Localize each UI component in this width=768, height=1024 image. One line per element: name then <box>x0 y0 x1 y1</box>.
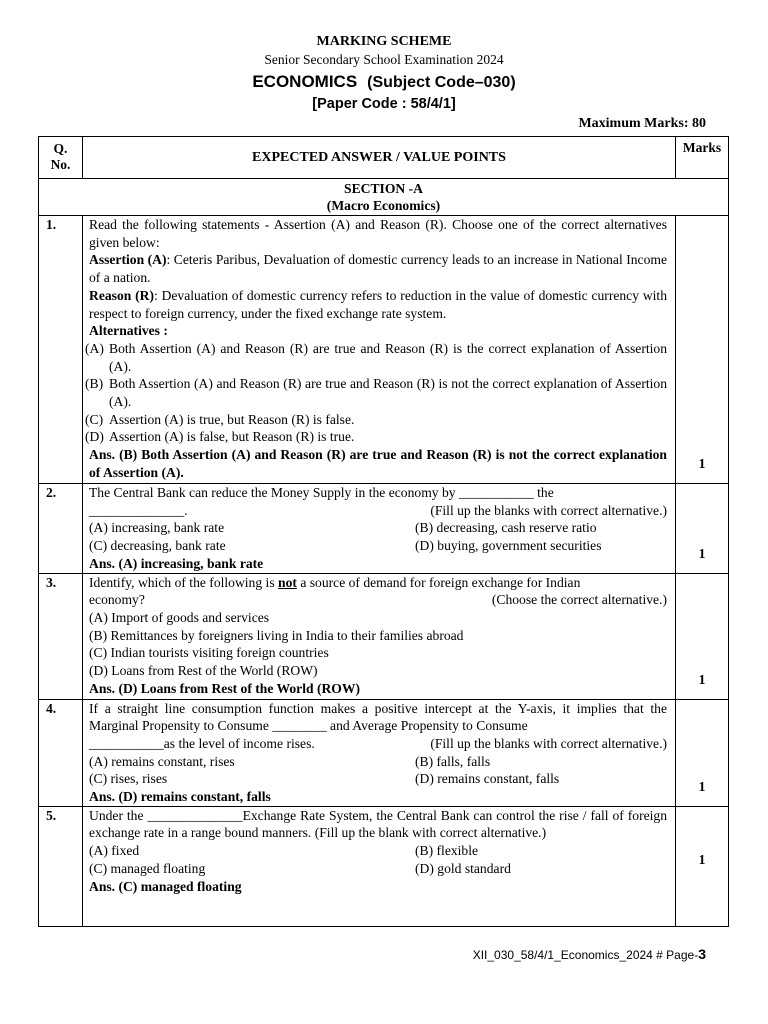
marks-cell: 1 <box>676 216 729 484</box>
question-number: 1. <box>39 216 83 484</box>
marks-cell: 1 <box>676 484 729 574</box>
section-row <box>39 179 729 216</box>
option: (C) decreasing, bank rate <box>89 538 226 554</box>
section-title: SECTION -A <box>344 181 423 196</box>
option: (D) Assertion (A) is false, but Reason (R) is true. <box>85 429 355 445</box>
question-text: If a straight line consumption function makes a positive intercept at the Y-axis, it implies that the Marginal Propensity to Consume ________ and Average Propensity to Consume <box>89 700 667 734</box>
answer: Ans. (A) increasing, bank rate <box>89 555 264 571</box>
marks-cell: 1 <box>676 699 729 806</box>
option: (A) Both Assertion (A) and Reason (R) are true and Reason (R) is the correct explanation of Assertion (A). <box>85 340 667 374</box>
marking-scheme-title: MARKING SCHEME <box>316 34 452 49</box>
question-number: 5. <box>39 806 83 926</box>
option: (C) rises, rises <box>89 771 168 787</box>
table-row <box>39 216 729 484</box>
question-number: 2. <box>39 484 83 574</box>
option: (C) Indian tourists visiting foreign countries <box>89 645 329 661</box>
option: (D) remains constant, falls <box>415 771 560 787</box>
option: (A) fixed <box>89 843 140 859</box>
question-text: Read the following statements - Assertion (A) and Reason (R). Choose one of the correct alternatives given below: <box>89 217 667 250</box>
page-number: 3 <box>698 946 706 962</box>
question-body <box>83 806 676 926</box>
paper-code: [Paper Code : 58/4/1] <box>312 96 456 112</box>
answer: Ans. (C) managed floating <box>89 878 242 894</box>
marks-cell: 1 <box>676 573 729 699</box>
option: (A) Import of goods and services <box>89 609 270 625</box>
qno-header: Q. No. <box>39 137 83 179</box>
option: (A) increasing, bank rate <box>89 520 225 536</box>
section-heading <box>39 179 729 216</box>
answer: Ans. (D) Loans from Rest of the World (ROW) <box>89 680 360 696</box>
question-text: Under the ______________Exchange Rate System, the Central Bank can control the rise / fall of foreign exchange rate in a range bound manners. (Fill up the blank with correct alternative.) <box>89 807 667 841</box>
question-body <box>83 216 676 484</box>
marks-header: Marks <box>676 137 729 179</box>
section-subtitle: (Macro Economics) <box>326 198 441 213</box>
instruction: (Fill up the blanks with correct alternative.) <box>430 735 667 751</box>
instruction: (Fill up the blanks with correct alternative.) <box>430 502 667 518</box>
table-row <box>39 806 729 926</box>
option: (D) buying, government securities <box>415 538 602 554</box>
option: (C) managed floating <box>89 860 206 876</box>
answer: Ans. (D) remains constant, falls <box>89 789 271 805</box>
option: (B) falls, falls <box>415 753 491 769</box>
marks-cell: 1 <box>676 806 729 926</box>
subject-heading <box>0 72 768 92</box>
table-row <box>39 484 729 574</box>
question-text: The Central Bank can reduce the Money Supply in the economy by ___________ the <box>89 485 554 500</box>
option: (A) remains constant, rises <box>89 753 235 769</box>
option: (D) Loans from Rest of the World (ROW) <box>89 663 318 679</box>
subject-code: (Subject Code–030) <box>367 74 516 91</box>
option: (D) gold standard <box>415 860 511 876</box>
answer: Ans. (B) Both Assertion (A) and Reason (R) are true and Reason (R) is not the correct explanation of Assertion (A). <box>89 447 667 480</box>
answer-header: EXPECTED ANSWER / VALUE POINTS <box>83 137 676 179</box>
subject-name: ECONOMICS <box>252 72 358 91</box>
question-number: 4. <box>39 699 83 806</box>
question-body: Identify, which of the following is not a source of demand for foreign exchange for Indian economy? (Choose the correct alternative.) (A) Import of goods and services (B) Remittances by foreigners living in India to their families abroad (C) Indian tourists visiting foreign countries (D) Loans from Rest of the World (ROW) Ans. (D) Loans from Rest of the World (ROW) <box>83 573 676 699</box>
option: (C) Assertion (A) is true, but Reason (R) is false. <box>85 411 355 427</box>
instruction: (Choose the correct alternative.) <box>491 592 667 608</box>
option: (B) Both Assertion (A) and Reason (R) are true and Reason (R) is not the correct explanation of Assertion (A). <box>85 376 667 410</box>
question-text: Identify, which of the following is not a source of demand for foreign exchange for Indian <box>89 574 581 590</box>
option: (B) flexible <box>415 843 479 859</box>
assertion: Assertion (A): Ceteris Paribus, Devaluation of domestic currency leads to an increase in National Income of a nation. <box>89 252 667 286</box>
table-header-row <box>39 137 729 179</box>
table-row <box>39 573 729 699</box>
question-number: 3. <box>39 573 83 699</box>
maximum-marks: Maximum Marks: 80 <box>578 116 706 131</box>
exam-name: Senior Secondary School Examination 2024 <box>264 52 504 67</box>
table-row <box>39 699 729 806</box>
option: (B) Remittances by foreigners living in India to their families abroad <box>89 627 464 643</box>
reason: Reason (R): Devaluation of domestic currency refers to reduction in the value of domestic currency with respect to foreign currency, under the fixed exchange rate system. <box>89 287 667 321</box>
page-footer: XII_030_58/4/1_Economics_2024 # Page-3 <box>472 946 706 962</box>
question-body: The Central Bank can reduce the Money Supply in the economy by ___________ the ______________. (Fill up the blanks with correct alternative.) (A) increasing, bank rate (B) decreasing, cash reserve ratio (C) decreasing, bank rate (D) buying, government securities Ans. (A) increasing, bank rate <box>83 484 676 574</box>
option: (B) decreasing, cash reserve ratio <box>415 520 597 536</box>
question-body: If a straight line consumption function makes a positive intercept at the Y-axis, it implies that the Marginal Propensity to Consume ________ and Average Propensity to Consume ___________as the level of income rises. (Fill up the blanks with correct alternative.) (A) remains constant, rises (B) falls, falls (C) rises, rises (D) remains constant, falls Ans. (D) remains constant, falls <box>83 699 676 806</box>
marking-table <box>38 136 729 927</box>
alternatives-label: Alternatives : <box>89 323 168 339</box>
